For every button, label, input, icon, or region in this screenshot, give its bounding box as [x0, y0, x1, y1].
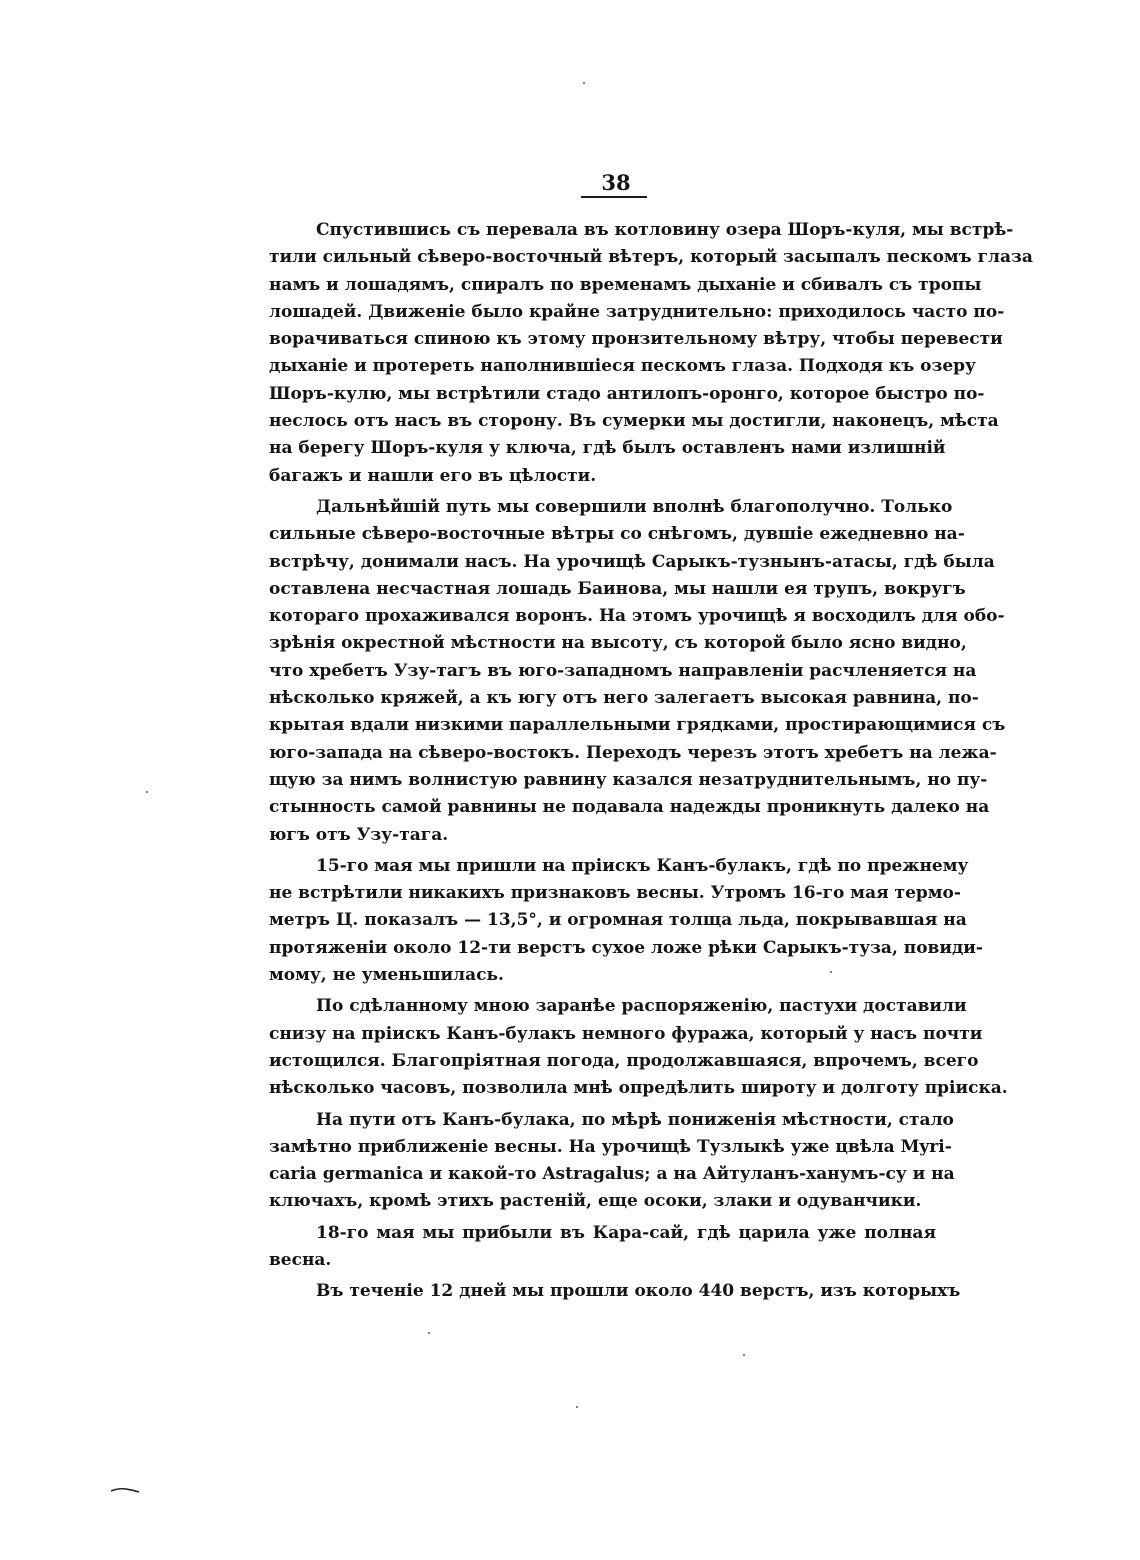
paragraph [269, 1278, 961, 1305]
text-line: caria germanica и какой-то Astragalus; а на Айтуланъ-ханумъ-су и на [269, 1164, 955, 1185]
text-line: лошадей. Движеніе было крайне затруднительно: приходилось часто по- [269, 301, 1005, 322]
margin-pen-mark [110, 1487, 140, 1493]
text-line: Дальнѣйшій путь мы совершили вполнѣ благополучно. Только [316, 496, 953, 517]
text-line: встрѣчу, донимали насъ. На урочищѣ Сарыкъ-тузнынъ-атасы, гдѣ была [269, 551, 995, 572]
text-line: истощился. Благопріятная погода, продолжавшаяся, впрочемъ, всего [269, 1050, 979, 1071]
text-line: стынность самой равнины не подавала надежды проникнуть далеко на [269, 797, 990, 818]
text-line: неслось отъ насъ въ сторону. Въ сумерки мы достигли, наконецъ, мѣста [269, 411, 999, 432]
paragraph [269, 1220, 936, 1275]
text-line: протяженіи около 12-ти верстъ сухое ложе рѣки Сарыкъ-туза, повиди- [269, 937, 983, 958]
text-line: нѣсколько часовъ, позволила мнѣ опредѣлить широту и долготу пріиска. [269, 1078, 1008, 1099]
text-line: Въ теченіе 12 дней мы прошли около 440 верстъ, изъ которыхъ [316, 1281, 961, 1302]
text-line: оставлена несчастная лошадь Баинова, мы нашли ея трупъ, вокругъ [269, 578, 966, 599]
text-line: снизу на пріискъ Канъ-булакъ немного фуража, который у насъ почти [269, 1023, 983, 1044]
text-line: ключахъ, кромѣ этихъ растеній, еще осоки, злаки и одуванчики. [269, 1191, 922, 1212]
text-line: сильные сѣверо-восточные вѣтры со снѣгомъ, дувшіе ежедневно на- [269, 524, 965, 545]
text-line: нѣсколько кряжей, а къ югу отъ него залегаетъ высокая равнина, по- [269, 688, 979, 709]
paragraph [269, 217, 1033, 490]
text-line: югъ отъ Узу-тага. [269, 824, 449, 845]
text-line: тили сильный сѣверо-восточный вѣтеръ, который засыпалъ пескомъ глаза [269, 247, 1033, 268]
text-line: 15-го мая мы пришли на пріискъ Канъ-булакъ, гдѣ по прежнему [316, 855, 969, 876]
page-number: 38 [601, 170, 631, 195]
page-number-rule [581, 196, 647, 198]
scan-speck [743, 1354, 745, 1356]
text-line: зрѣнія окрестной мѣстности на высоту, съ которой было ясно видно, [269, 633, 967, 654]
text-line: не встрѣтили никакихъ признаковъ весны. Утромъ 16-го мая термо- [269, 883, 961, 904]
text-line: багажъ и нашли его въ цѣлости. [269, 465, 597, 486]
text-line: Шоръ-кулю, мы встрѣтили стадо антилопъ-оронго, которое быстро по- [269, 383, 985, 404]
paragraph [269, 1107, 955, 1216]
text-line: котораго прохаживался воронъ. На этомъ урочищѣ я восходилъ для обо- [269, 606, 1005, 627]
paragraph [269, 993, 1008, 1102]
text-line: весна. [269, 1249, 332, 1270]
text-line: метръ Ц. показалъ — 13,5°, и огромная толща льда, покрывавшая на [269, 910, 967, 931]
scan-speck [583, 82, 585, 84]
text-line: ворачиваться спиною къ этому пронзительному вѣтру, чтобы перевести [269, 329, 1003, 350]
scan-speck [830, 971, 832, 973]
text-line: что хребетъ Узу-тагъ въ юго-западномъ направленіи расчленяется на [269, 660, 977, 681]
scan-speck [428, 1332, 430, 1334]
text-line: на берегу Шоръ-куля у ключа, гдѣ былъ оставленъ нами излишній [269, 438, 946, 459]
scan-speck [146, 791, 148, 793]
text-line: замѣтно приближеніе весны. На урочищѣ Тузлыкѣ уже цвѣла Myri- [269, 1136, 952, 1157]
text-line: мому, не уменьшилась. [269, 965, 504, 986]
paragraph [269, 494, 1006, 849]
text-line: На пути отъ Канъ-булака, по мѣрѣ пониженія мѣстности, стало [316, 1109, 954, 1130]
text-line: По сдѣланному мною заранѣе распоряженію, пастухи доставили [316, 996, 967, 1017]
text-line: дыханіе и протереть наполнившіеся пескомъ глаза. Подходя къ озеру [269, 356, 976, 377]
scan-speck [576, 1406, 578, 1408]
paragraph [269, 853, 983, 989]
text-line: юго-запада на сѣверо-востокъ. Переходъ черезъ этотъ хребетъ на лежа- [269, 742, 997, 763]
text-line: крытая вдали низкими параллельными грядками, простирающимися съ [269, 715, 1006, 736]
text-line: 18-го мая мы прибыли въ Кара-сай, гдѣ царила уже полная [316, 1222, 936, 1243]
body-text [269, 217, 1033, 1306]
text-line: щую за нимъ волнистую равнину казался незатруднительнымъ, но пу- [269, 769, 988, 790]
text-line: намъ и лошадямъ, спиралъ по временамъ дыханіе и сбивалъ съ тропы [269, 274, 982, 295]
text-line: Спустившись съ перевала въ котловину озера Шоръ-куля, мы встрѣ- [316, 220, 1014, 240]
